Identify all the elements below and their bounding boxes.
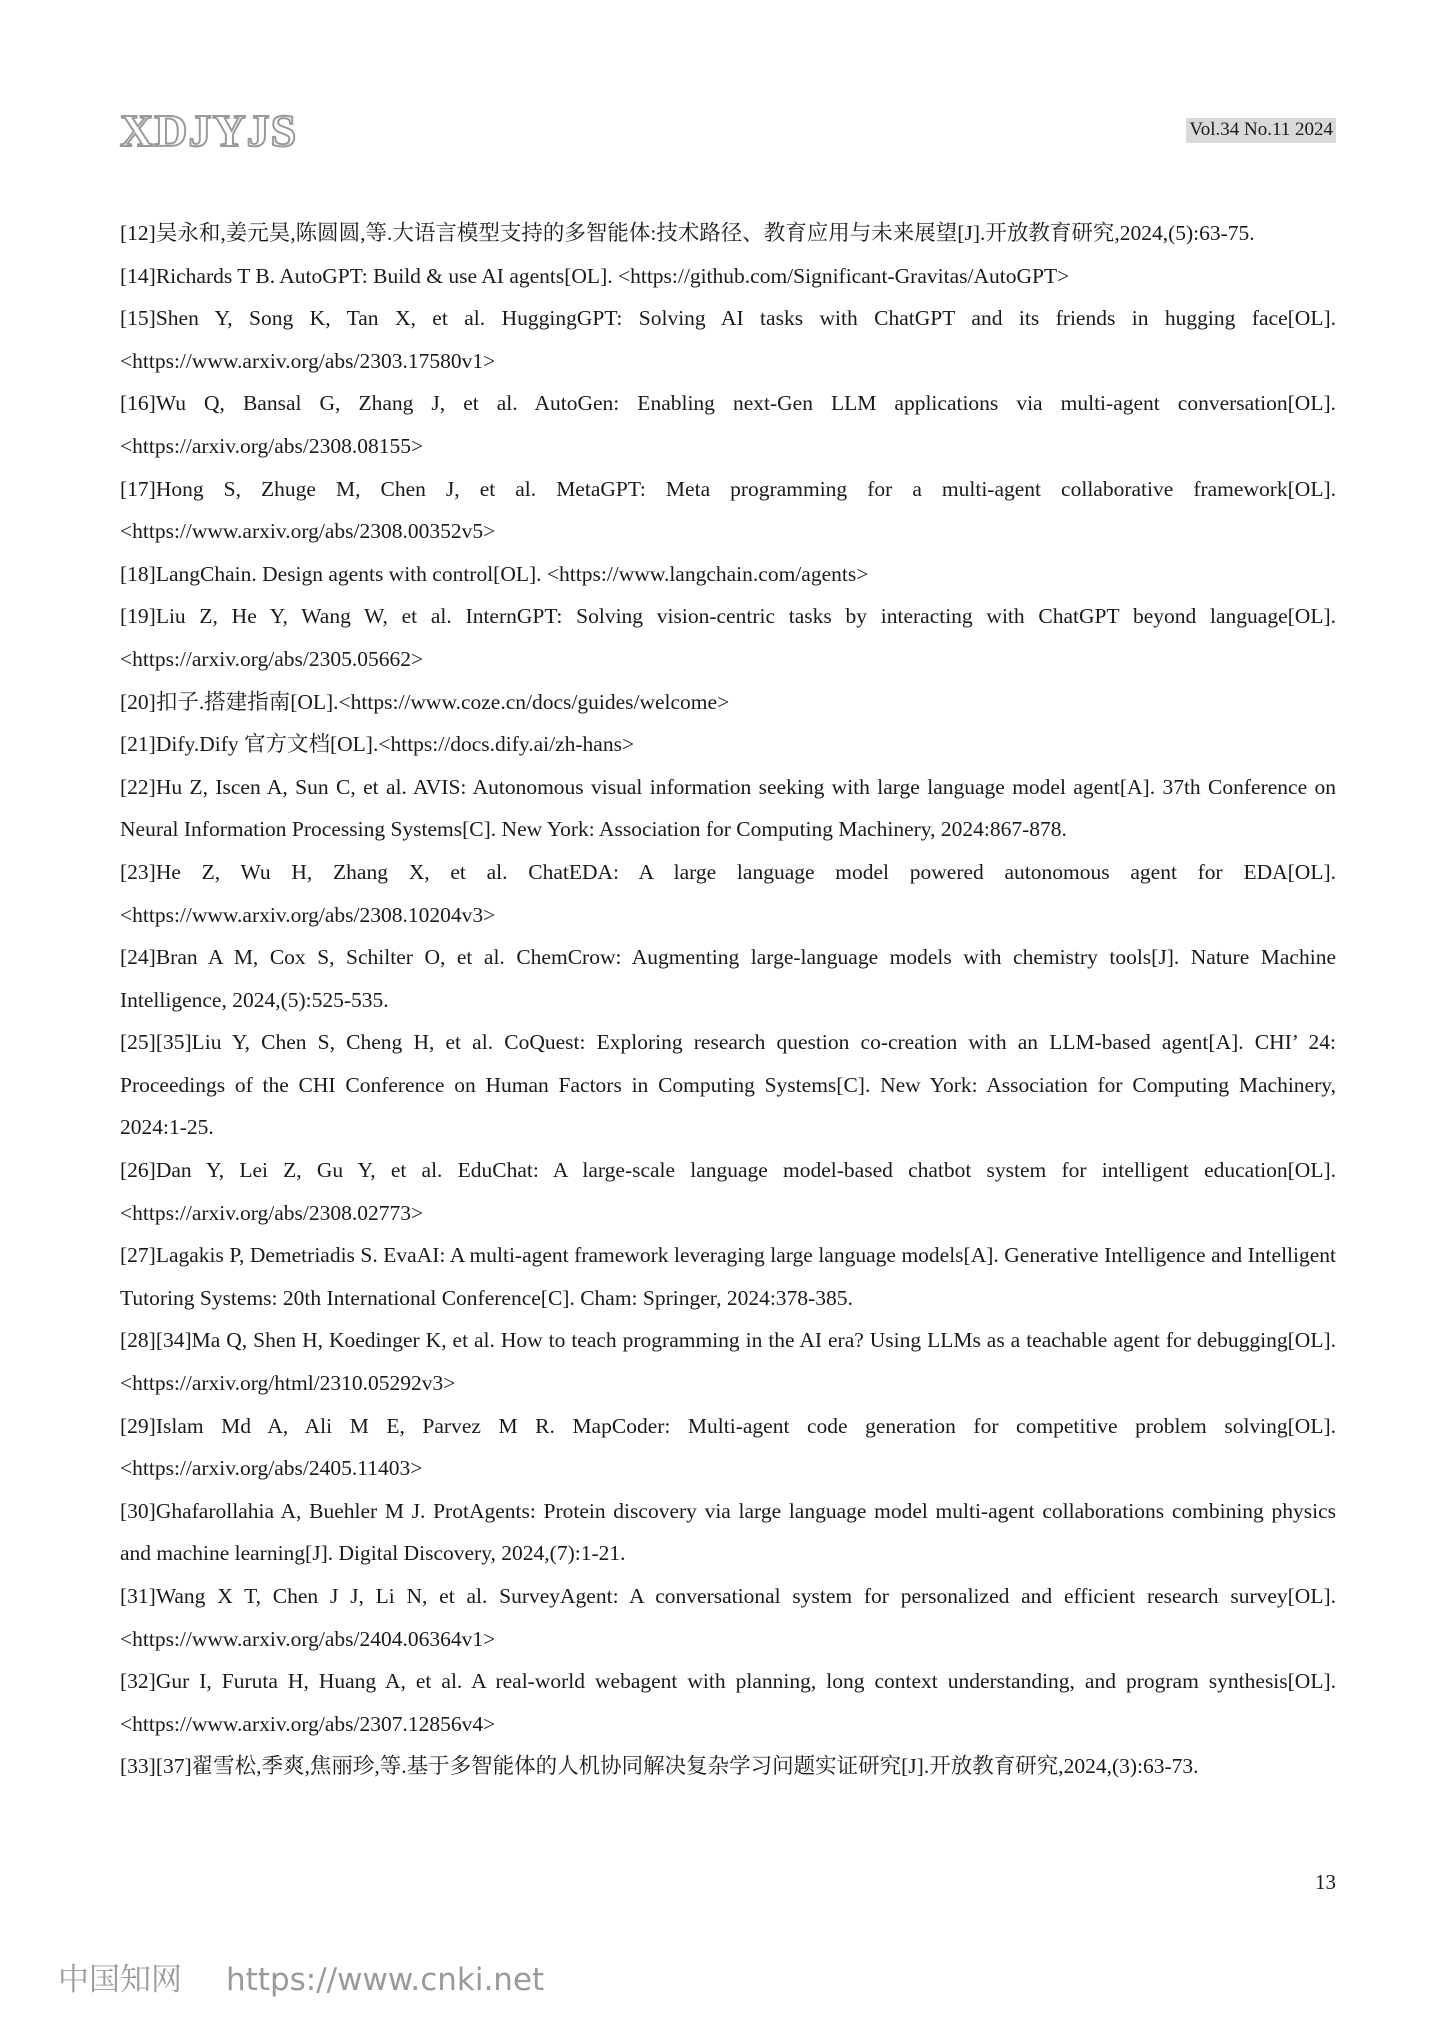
reference-item: [33][37]翟雪松,季爽,焦丽珍,等.基于多智能体的人机协同解决复杂学习问题实证研究[J].开放教育研究,2024,(3):63-73. [120,1754,1199,1779]
watermark-url: https://www.cnki.net [226,1962,545,1998]
reference-item: [21]Dify.Dify 官方文档[OL].<https://docs.dify.ai/zh-hans> [120,732,635,757]
reference-item: [29]Islam Md A, Ali M E, Parvez M R. MapCoder: Multi-agent code generation for competitive problem solving[OL]. <https://arxiv.org/abs/2405.11403> [120,1413,1336,1481]
reference-item: [15]Shen Y, Song K, Tan X, et al. HuggingGPT: Solving AI tasks with ChatGPT and its friends in hugging face[OL]. <https://www.arxiv.org/abs/2303.17580v1> [120,306,1336,373]
journal-logo: XDJYJS [120,105,298,156]
reference-item: [19]Liu Z, He Y, Wang W, et al. InternGPT: Solving vision-centric tasks by interacting with ChatGPT beyond language[OL]. <https://arxiv.org/abs/2305.05662> [120,604,1336,671]
reference-item: [22]Hu Z, Iscen A, Sun C, et al. AVIS: Autonomous visual information seeking with large language model agent[A]. 37th Conference on Neural Information Processing Systems[C]. New York: Association for Computing Machinery, 2024:867-878. [120,774,1336,842]
reference-item: [30]Ghafarollahia A, Buehler M J. ProtAgents: Protein discovery via large language model multi-agent collaborations combining physics and machine learning[J]. Digital Discovery, 2024,(7):1-21. [120,1498,1336,1566]
reference-item: [27]Lagakis P, Demetriadis S. EvaAI: A multi-agent framework leveraging large language models[A]. Generative Intelligence and Intelligent Tutoring Systems: 20th International Conference[C]. Cham: Springer, 2024:378-385. [120,1243,1336,1310]
reference-item: [24]Bran A M, Cox S, Schilter O, et al. ChemCrow: Augmenting large-language models with chemistry tools[J]. Nature Machine Intelligence, 2024,(5):525-535. [120,945,1336,1012]
reference-item: [17]Hong S, Zhuge M, Chen J, et al. MetaGPT: Meta programming for a multi-agent collaborative framework[OL]. <https://www.arxiv.org/abs/2308.00352v5> [120,476,1336,544]
reference-item: [23]He Z, Wu H, Zhang X, et al. ChatEDA: A large language model powered autonomous agent for EDA[OL]. <https://www.arxiv.org/abs/2308.10204v3> [120,859,1336,927]
reference-item: [18]LangChain. Design agents with control[OL]. <https://www.langchain.com/agents> [120,561,869,586]
reference-item: [16]Wu Q, Bansal G, Zhang J, et al. AutoGen: Enabling next-Gen LLM applications via multi-agent conversation[OL]. <https://arxiv.org/abs/2308.08155> [120,391,1336,458]
reference-item: [12]吴永和,姜元昊,陈圆圆,等.大语言模型支持的多智能体:技术路径、教育应用与未来展望[J].开放教育研究,2024,(5):63-75. [120,221,1255,245]
page-number: 13 [1315,1870,1336,1894]
watermark-brand: 中国知网 [58,1962,182,1998]
reference-list [120,212,1336,1788]
reference-item: [25][35]Liu Y, Chen S, Cheng H, et al. CoQuest: Exploring research question co-creation with an LLM-based agent[A]. CHI’ 24: Proceedings of the CHI Conference on Human Factors in Computing Systems[C]. New York: Association for Computing Machinery, 2024:1-25. [120,1030,1336,1140]
volume-issue: Vol.34 No.11 2024 [1186,118,1336,143]
reference-item: [31]Wang X T, Chen J J, Li N, et al. SurveyAgent: A conversational system for personalized and efficient research survey[OL]. <https://www.arxiv.org/abs/2404.06364v1> [120,1584,1336,1651]
reference-item: [14]Richards T B. AutoGPT: Build & use AI agents[OL]. <https://github.com/Significant-Gravitas/AutoGPT> [120,263,1070,288]
reference-item: [20]扣子.搭建指南[OL].<https://www.coze.cn/docs/guides/welcome> [120,689,730,714]
reference-item: [32]Gur I, Furuta H, Huang A, et al. A real-world webagent with planning, long context understanding, and program synthesis[OL]. <https://www.arxiv.org/abs/2307.12856v4> [120,1669,1336,1736]
reference-item: [28][34]Ma Q, Shen H, Koedinger K, et al. How to teach programming in the AI era? Using LLMs as a teachable agent for debugging[OL]. <https://arxiv.org/html/2310.05292v3> [120,1328,1336,1396]
cnki-watermark [58,1954,588,1999]
reference-item: [26]Dan Y, Lei Z, Gu Y, et al. EduChat: A large-scale language model-based chatbot system for intelligent education[OL]. <https://arxiv.org/abs/2308.02773> [120,1158,1336,1225]
